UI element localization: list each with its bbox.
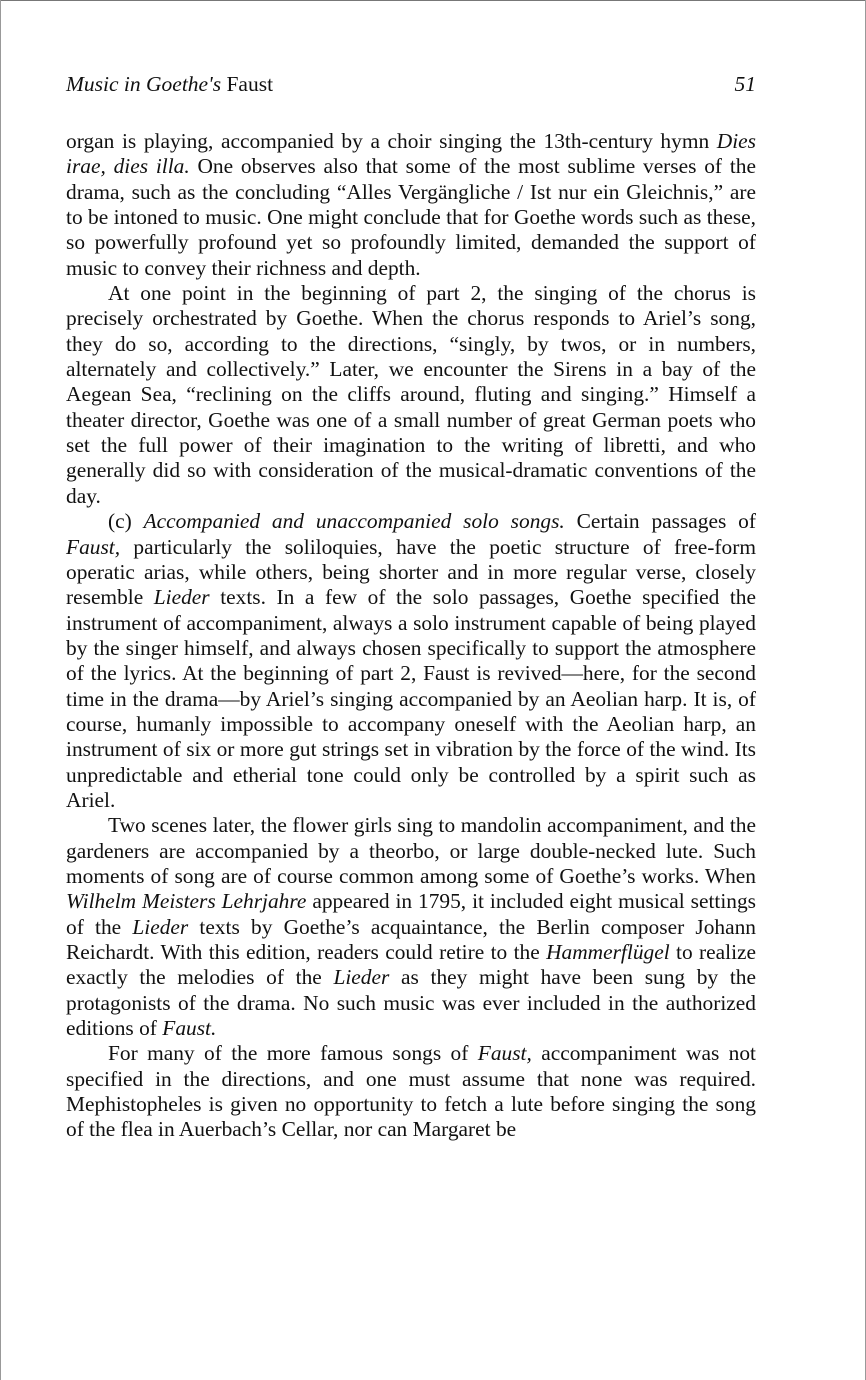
text-run: texts by Goethe’s acquaintance, the Berlin composer Johann Reichardt. With this edition, readers could retire to the	[66, 914, 756, 964]
text-run: to realize exactly the melodies of the	[66, 940, 756, 990]
page-number: 51	[734, 72, 756, 96]
text-run: For many of the more famous songs of	[108, 1041, 478, 1066]
text-run: Two scenes later, the flower girls sing to mandolin accompaniment, and the gardeners are accompanied by a theorbo, or large double-necked lute. Such moments of song are of course common among some of Goethe’s works. When	[66, 813, 756, 888]
text-run: accompaniment was not specified in the directions, and one must assume that none was required. Mephistopheles is given no opportunity to fetch a lute before singing the song of the flea in Auerbach’s Cellar, nor can Margaret be	[66, 1041, 756, 1142]
text-run: Certain passages of	[564, 509, 756, 534]
italic-run: Accompanied and unaccompanied solo songs.	[143, 509, 565, 534]
text-run: particularly the soliloquies, have the poetic structure of free-form operatic arias, while others, being shorter and in more regular verse, closely resemble	[66, 534, 756, 610]
italic-run: Lieder	[153, 585, 210, 610]
italic-run: Faust.	[162, 1016, 217, 1041]
paragraph	[66, 129, 756, 281]
text-run: One observes also that some of the most sublime verses of the drama, such as the concluding “Alles Vergängliche / Ist nur ein Gleichnis,” are to be intoned to music. One might conclude that for Goethe words such as these, so powerfully profound yet so profoundly limited, demanded the support of music to convey their richness and depth.	[66, 154, 756, 280]
page-border-top	[0, 0, 866, 1]
italic-run: Hammerflügel	[546, 940, 670, 964]
text-run: appeared in 1795, it included eight musical settings of the	[66, 889, 756, 939]
body-text	[66, 129, 756, 1143]
text-run: organ is playing, accompanied by a choir singing the 13th-century hymn	[66, 129, 717, 153]
page-border-left	[0, 0, 1, 1380]
italic-run: Lieder	[132, 914, 189, 939]
text-run: (c)	[108, 509, 144, 534]
text-run: as they might have been sung by the protagonists of the drama. No such music was ever included in the authorized editions of	[66, 965, 756, 1041]
italic-run: Dies irae, dies illa.	[66, 129, 756, 179]
running-title-italic: Music in Goethe's	[66, 72, 222, 96]
text-run: At one point in the beginning of part 2, the singing of the chorus is precisely orchestrated by Goethe. When the chorus responds to Ariel’s song, they do so, according to the directions, “singly, by twos, or in numbers, alternately and collectively.” Later, we encounter the Sirens in a bay of the Aegean Sea, “reclining on the cliffs around, fluting and singing.” Himself a theater director, Goethe was one of a small number of great German poets who set the full power of their imagination to the writing of libretti, and who generally did so with consideration of the musical-dramatic conventions of the day.	[66, 281, 756, 508]
italic-run: Faust,	[66, 534, 121, 559]
italic-run: Faust,	[477, 1041, 532, 1066]
paragraph	[66, 509, 756, 813]
text-run: texts. In a few of the solo passages, Goethe specified the instrument of accompaniment, always a solo instrument capable of being played by the singer himself, and always chosen specifically to support the atmosphere of the lyrics. At the beginning of part 2, Faust is revived—here, for the second time in the drama—by Ariel’s singing accompanied by an Aeolian harp. It is, of course, humanly impossible to accompany oneself with the Aeolian harp, an instrument of six or more gut strings set in vibration by the force of the wind. Its unpredictable and etherial tone could only be controlled by a spirit such as Ariel.	[66, 585, 756, 812]
italic-run: Lieder	[333, 965, 390, 990]
italic-run: Wilhelm Meisters Lehrjahre	[66, 889, 307, 914]
running-title-roman: Faust	[226, 72, 274, 96]
running-title	[66, 72, 273, 97]
paragraph	[66, 813, 756, 1041]
paragraph	[66, 281, 756, 509]
paragraph	[66, 1041, 756, 1142]
running-head	[66, 72, 756, 102]
